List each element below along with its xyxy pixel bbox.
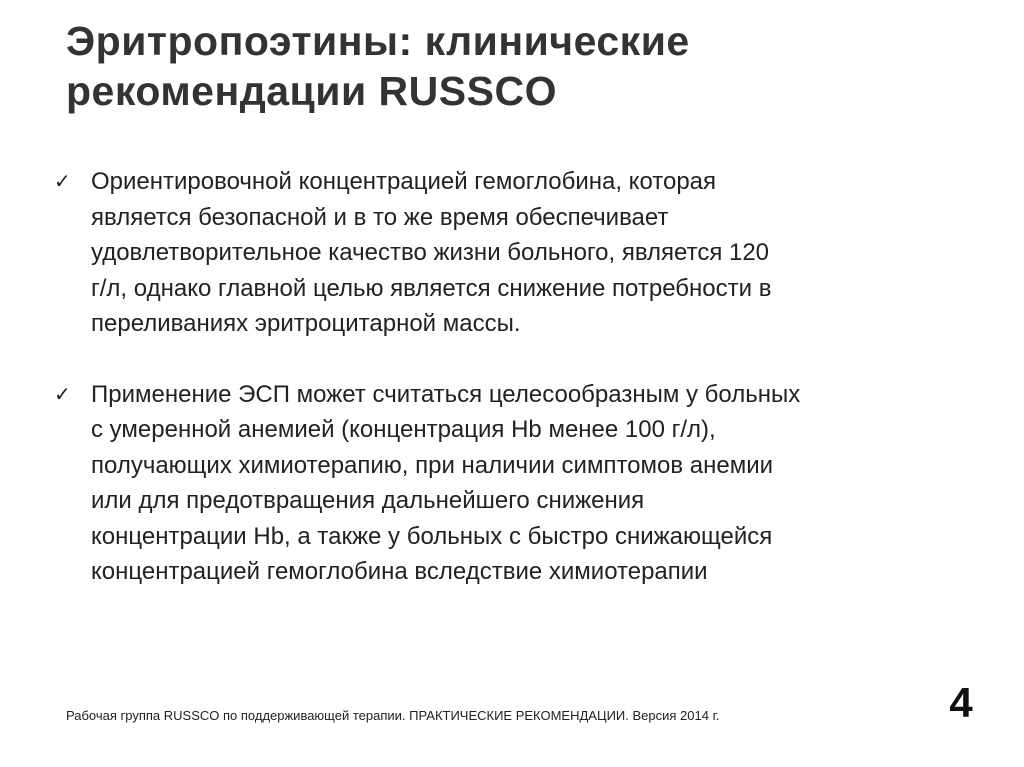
footer-source-note: Рабочая группа RUSSCO по поддерживающей терапии. ПРАКТИЧЕСКИЕ РЕКОМЕНДАЦИИ. Версия 2014 г. bbox=[66, 708, 720, 723]
bullet-text-line: концентрации Hb, а также у больных с быстро снижающейся bbox=[91, 522, 773, 550]
bullet-text-line: является безопасной и в то же время обеспечивает bbox=[91, 203, 669, 231]
bullet-text-line: или для предотвращения дальнейшего снижения bbox=[91, 487, 645, 514]
checkmark-icon: ✓ bbox=[54, 169, 71, 193]
page-number: 4 bbox=[949, 679, 973, 726]
slide-title-line: рекомендации RUSSCO bbox=[66, 68, 557, 114]
bullet-text-line: получающих химиотерапию, при наличии симптомов анемии bbox=[91, 451, 774, 479]
bullet-item-hemoglobin-target bbox=[52, 164, 982, 342]
bullet-text-line: Применение ЭСП может считаться целесообразным у больных bbox=[91, 380, 801, 408]
bullet-text-line: с умеренной анемией (концентрация Hb менее 100 г/л), bbox=[91, 416, 716, 443]
bullet-text-line: удовлетворительное качество жизни больного, является 120 bbox=[91, 239, 770, 266]
bullet-text-line: Ориентировочной концентрацией гемоглобина, которая bbox=[91, 168, 717, 195]
bullet-text-line: концентрацией гемоглобина вследствие химиотерапии bbox=[91, 558, 708, 585]
slide-title-line: Эритропоэтины: клинические bbox=[66, 18, 690, 64]
bullet-item-esa-use bbox=[52, 377, 982, 590]
bullet-text-line: переливаниях эритроцитарной массы. bbox=[91, 310, 521, 337]
bullet-list bbox=[52, 164, 982, 590]
slide-title bbox=[66, 16, 966, 116]
bullet-text-line: г/л, однако главной целью является снижение потребности в bbox=[91, 274, 772, 302]
checkmark-icon: ✓ bbox=[54, 381, 71, 406]
